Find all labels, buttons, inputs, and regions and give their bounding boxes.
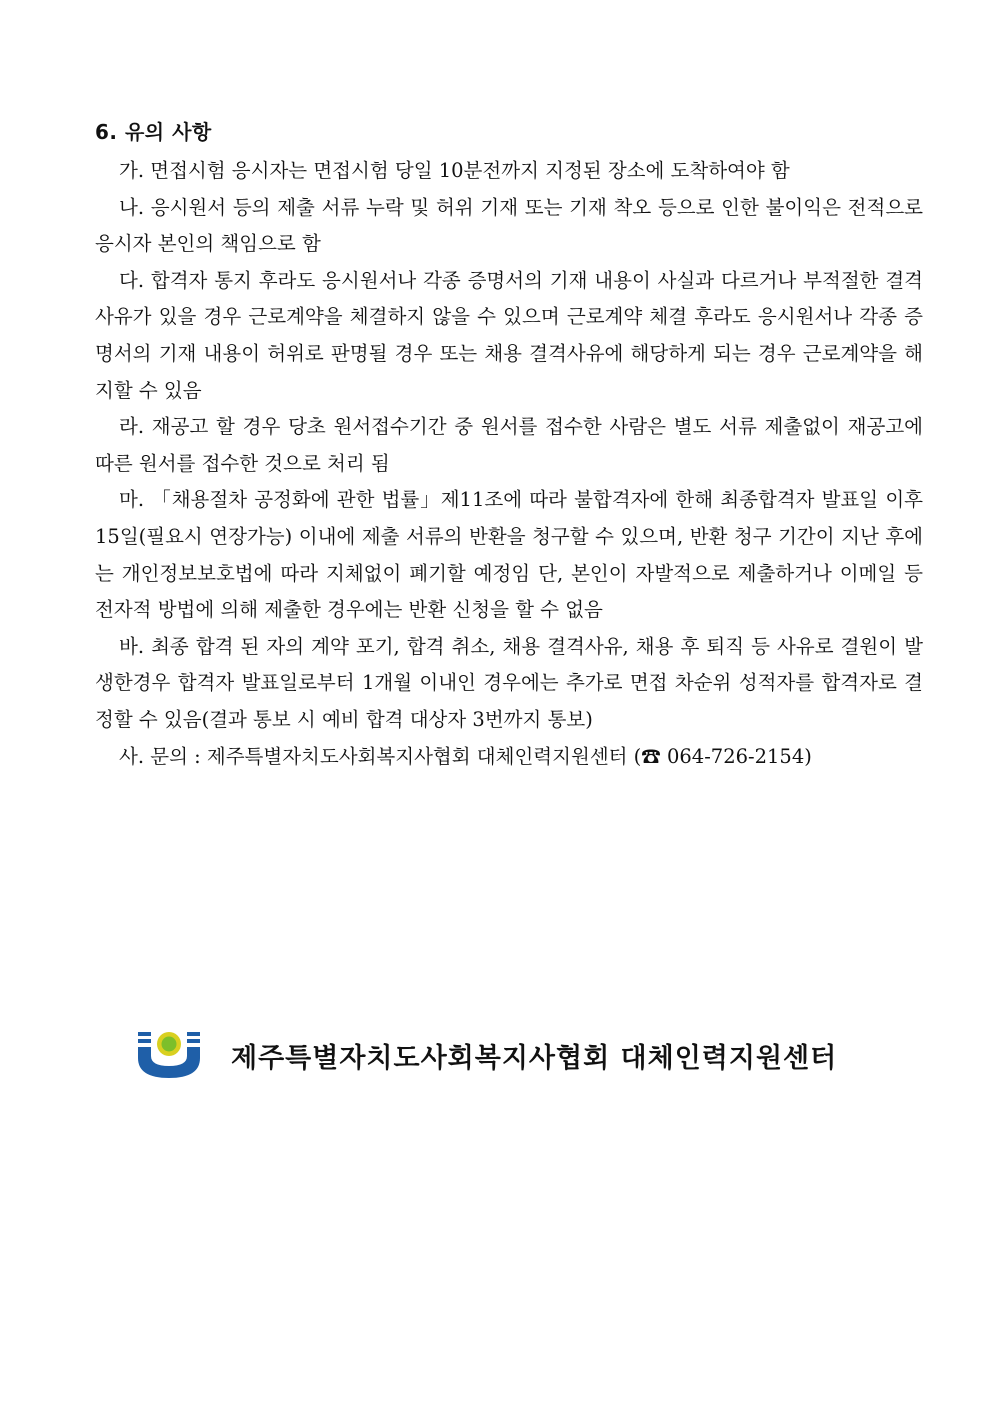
- note-item-ba: 바. 최종 합격 된 자의 계약 포기, 합격 취소, 채용 결격사유, 채용 후 퇴직 등 사유로 결원이 발생한경우 합격자 발표일로부터 1개월 이내인 경우에는 추가로 면접 차순위 성적자를 합격자로 결정할 수 있음(결과 통보 시 예비 합격 대상자 3번까지 통보): [95, 634, 923, 731]
- note-item-ma: 마. 「채용절차 공정화에 관한 법률」제11조에 따라 불합격자에 한해 최종합격자 발표일 이후 15일(필요시 연장가능) 이내에 제출 서류의 반환을 청구할 수 있으며, 반환 청구 기간이 지난 후에는 개인정보보호법에 따라 지체없이 폐기할 예정임 단, 본인이 자발적으로 제출하거나 이메일 등 전자적 방법에 의해 제출한 경우에는 반환 신청을 할 수 없음: [95, 488, 923, 622]
- note-item-ga: 가. 면접시험 응시자는 면접시험 당일 10분전까지 지정된 장소에 도착하여야 함: [119, 159, 790, 182]
- organization-name: 제주특별자치도사회복지사협회 대체인력지원센터: [231, 1042, 838, 1074]
- organization-logo-icon: [137, 1030, 201, 1080]
- footer: [137, 1030, 837, 1080]
- note-item-da: 다. 합격자 통지 후라도 응시원서나 각종 증명서의 기재 내용이 사실과 다르거나 부적절한 결격사유가 있을 경우 근로계약을 체결하지 않을 수 있으며 근로계약 체결 후라도 응시원서나 각종 증명서의 기재 내용이 허위로 판명될 경우 또는 채용 결격사유에 해당하게 되는 경우 근로계약을 해지할 수 있음: [95, 268, 923, 402]
- notes-list: [95, 153, 923, 775]
- note-item-na: 나. 응시원서 등의 제출 서류 누락 및 허위 기재 또는 기재 착오 등으로 인한 불이익은 전적으로 응시자 본인의 책임으로 함: [95, 195, 923, 256]
- section-heading: 6. 유의 사항: [95, 120, 212, 144]
- note-item-ra: 라. 재공고 할 경우 당초 원서접수기간 중 원서를 접수한 사람은 별도 서류 제출없이 재공고에 따른 원서를 접수한 것으로 처리 됨: [95, 415, 923, 475]
- note-item-sa: 사. 문의 : 제주특별자치도사회복지사협회 대체인력지원센터 (☎ 064-726-2154): [119, 744, 812, 768]
